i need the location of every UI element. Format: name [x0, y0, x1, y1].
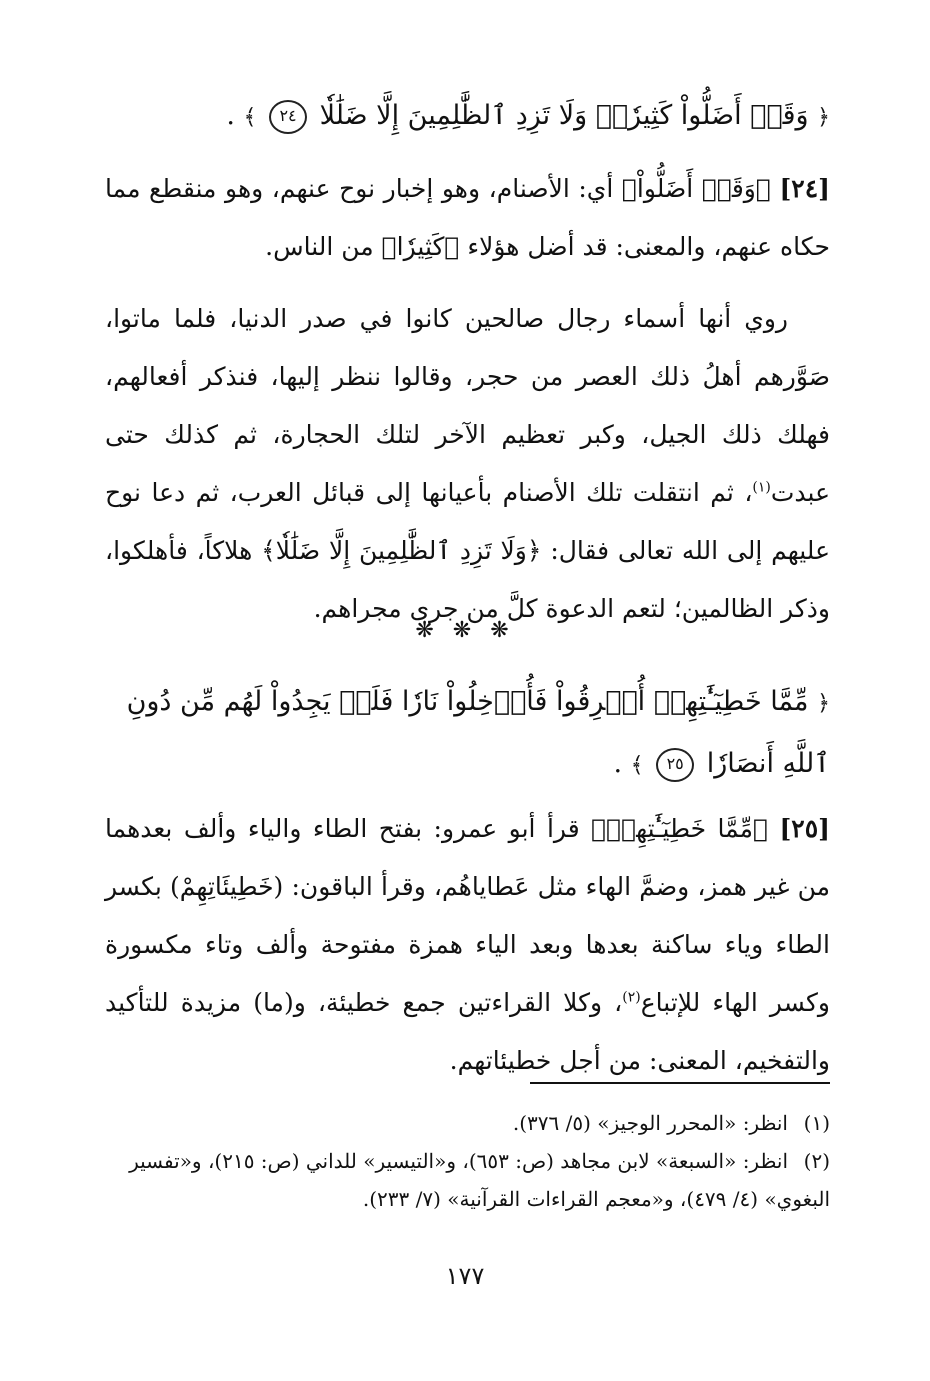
verse-25-text: مِّمَّا خَطِيٓـَٰٔتِهِمۡ أُغۡرِقُواْ فَأُدۡخِلُواْ نَارٗا فَلَمۡ يَجِدُواْ لَهُم مِّن دُونِ ٱللَّهِ أَنصَارٗا — [126, 686, 830, 779]
quran-quote: ﴿كَثِيرٗا﴾ — [381, 232, 460, 261]
quran-verse-25 — [105, 672, 830, 796]
footnote-marker-1[interactable]: (١) — [752, 479, 771, 496]
footnote-1 — [105, 1104, 830, 1142]
ornate-bracket-close: ﴾ — [630, 753, 644, 778]
verse-25-block — [105, 672, 830, 796]
commentary-25-paragraph — [105, 800, 830, 1090]
footnote-divider — [530, 1082, 830, 1084]
quran-quote: ﴿مِّمَّا خَطِيٓـَٰٔتِهِمۡ﴾ — [591, 814, 768, 843]
footnote-number: (١) — [803, 1111, 830, 1135]
commentary-24-paragraph-2-block — [105, 290, 830, 638]
footnote-2 — [105, 1142, 830, 1218]
commentary-24-paragraph-1 — [105, 160, 830, 276]
ornate-bracket-close: ﴾ — [243, 105, 257, 130]
page-number: ١٧٧ — [445, 1262, 485, 1290]
commentary-text: هلاكاً، فأهلكوا، وذكر الظالمين؛ لتعم الدعوة كلَّ من جرى مجراهم. — [105, 536, 830, 623]
ornate-bracket-open: ﴿ — [817, 105, 830, 130]
commentary-text: من الناس. — [265, 232, 374, 261]
commentary-text: روي أنها أسماء رجال صالحين كانوا في صدر الدنيا، فلما ماتوا، صَوَّرهم أهلُ ذلك العصر من حجر، وقالوا ننظر إليها، فنذكر أفعالهم، فهلك ذلك الجيل، وكبر تعظيم الآخر لتلك الحجارة، ثم كذلك حتى عبدت — [105, 304, 830, 507]
commentary-text: قرأ أبو عمرو: بفتح الطاء والياء وألف بعدهما من غير همز، وضمَّ الهاء مثل عَطاياهُم، وقرأ الباقون: (خَطِيئَاتِهِمْ) بكسر الطاء وياء ساكنة بعدها وبعد الياء همزة مفتوحة وألف وتاء مكسورة وكسر الهاء للإتباع — [105, 814, 830, 1017]
footnotes-section — [105, 1104, 830, 1218]
footnote-number: (٢) — [803, 1149, 830, 1173]
verse-reference-24: [٢٤] — [779, 174, 830, 203]
commentary-text: ، وكلا القراءتين جمع خطيئة، و(ما) مزيدة للتأكيد والتفخيم، المعنى: من أجل خطيئاتهم. — [105, 988, 830, 1075]
verse-reference-25: [٢٥] — [779, 814, 830, 843]
section-separator: ❋ ❋ ❋ — [415, 618, 515, 643]
verse-24-end: . — [226, 100, 235, 131]
quran-quote: ﴿وَقَدۡ أَضَلُّواْ﴾ — [621, 174, 771, 203]
ayah-number-24: ٢٤ — [269, 100, 307, 134]
verse-25-end: . — [613, 748, 623, 779]
commentary-25-block — [105, 800, 830, 1090]
commentary-24-block — [105, 160, 830, 276]
footnote-text: انظر: «المحرر الوجيز» (٥/ ٣٧٦). — [512, 1111, 788, 1135]
commentary-text: أي: الأصنام، وهو إخبار نوح عنهم، وهو منقطع مما حكاه عنهم، والمعنى: قد أضل هؤلاء — [105, 174, 830, 261]
quran-verse-24 — [105, 86, 830, 148]
quran-quote: ﴿وَلَا تَزِدِ ٱلظَّٰلِمِينَ إِلَّا ضَلَٰلٗا﴾ — [261, 536, 542, 565]
ornate-bracket-open: ﴿ — [817, 691, 830, 716]
commentary-24-paragraph-2 — [105, 290, 830, 638]
verse-24-text: وَقَدۡ أَضَلُّواْ كَثِيرٗاۖ وَلَا تَزِدِ ٱلظَّٰلِمِينَ إِلَّا ضَلَٰلٗا — [319, 100, 809, 131]
verse-24-block — [105, 86, 830, 148]
footnote-marker-2[interactable]: (٢) — [622, 989, 641, 1006]
ayah-number-25: ٢٥ — [656, 748, 694, 782]
commentary-text: ، ثم انتقلت تلك الأصنام بأعيانها إلى قبائل العرب، ثم دعا نوح عليهم إلى الله تعالى فقال: — [105, 478, 830, 565]
footnote-text: انظر: «السبعة» لابن مجاهد (ص: ٦٥٣)، و«التيسير» للداني (ص: ٢١٥)، و«تفسير البغوي» (٤/ ٤٧٩)، و«معجم القراءات القرآنية» (٧/ ٢٣٣). — [129, 1149, 830, 1211]
